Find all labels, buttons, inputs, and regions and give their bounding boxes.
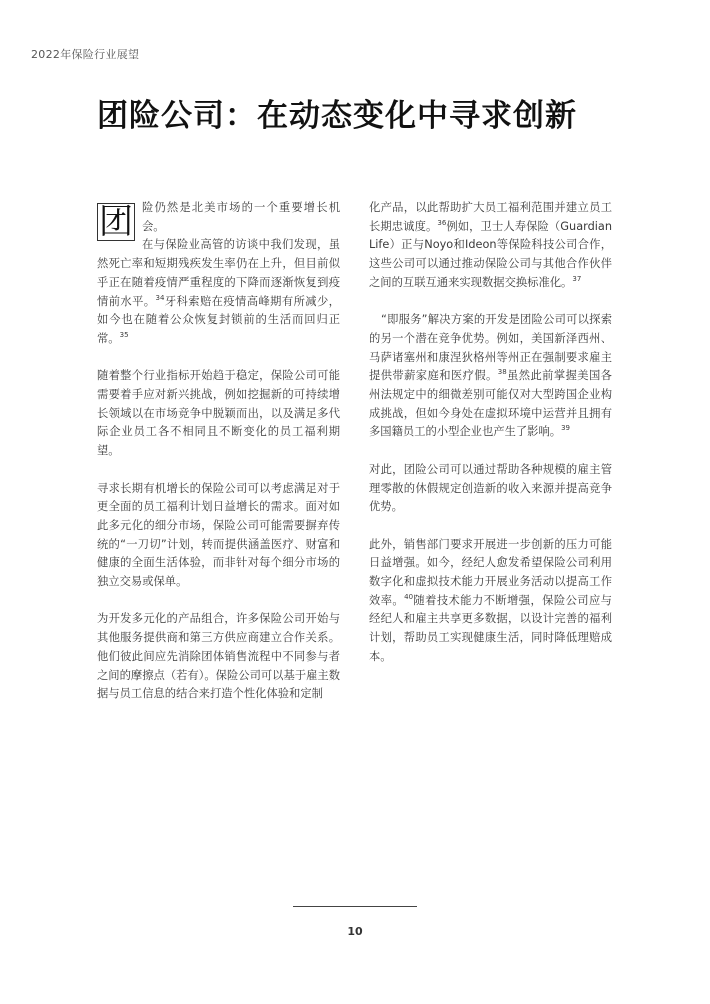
paragraph-sales-text: 此外，销售部门要求开展进一步创新的压力可能日益增强。如今，经纪人愈发希望保险公司利用数字化和虚拟技术能力开展业务活动以提高工作效率。 [369, 537, 612, 607]
footnote-ref[interactable]: 34 [155, 293, 165, 302]
footer-divider [293, 906, 417, 907]
footnote-ref[interactable]: 35 [119, 331, 129, 340]
paragraph-growth: 寻求长期有机增长的保险公司可以考虑满足对于更全面的员工福利计划日益增长的需求。面对如此多元化的细分市场，保险公司可能需要摒弃传统的“一刀切”计划，转而提供涵盖医疗、财富和健康的全面生活体验，而非针对每个细分市场的独立交易或保单。 [97, 481, 340, 589]
footnote-ref[interactable]: 37 [572, 275, 582, 284]
paragraph-customization [369, 199, 612, 293]
footnote-ref[interactable]: 38 [497, 368, 507, 377]
paragraph-partnerships: 为开发多元化的产品组合，许多保险公司开始与其他服务提供商和第三方供应商建立合作关系。他们彼此间应先消除团体销售流程中不同参与者之间的摩擦点（若有）。保险公司可以基于雇主数据与员工信息的结合来打造个性化体验和定制 [97, 612, 340, 701]
paragraph-regulation-text: 虽然此前掌握美国各州法规定中的细微差别可能仅对大型跨国企业构成挑战，但如今身处在虚拟环境中运营并且拥有多国籍员工的小型企业也产生了影响。 [369, 369, 612, 439]
paragraph-customization-text: 化产品，以此帮助扩大员工福利范围并建立员工长期忠诚度。 [369, 201, 612, 233]
paragraph-leave-management: 对此，团险公司可以通过帮助各种规模的雇主管理零散的休假规定创造新的收入来源并提高竞争优势。 [369, 462, 612, 514]
footnote-ref[interactable]: 40 [404, 592, 414, 601]
paragraph-challenges: 随着整个行业指标开始趋于稳定，保险公司可能需要着手应对新兴挑战，例如挖掘新的可持续增长领域以在市场竞争中脱颖而出，以及满足多代际企业员工各不相同且不断变化的员工福利期望。 [97, 369, 340, 458]
paragraph-interviews-text: 在与保险业高管的访谈中我们发现，虽然死亡率和短期残疾发生率仍在上升，但目前似乎正在随着疫情严重程度的下降而逐渐恢复到疫情前水平。 [97, 238, 340, 308]
footnote-ref[interactable]: 36 [437, 218, 447, 227]
paragraph-sales [369, 536, 612, 667]
drop-cap: 团 [99, 202, 133, 242]
footnote-ref[interactable]: 39 [561, 424, 570, 433]
paragraph-guardian-text: 例如，卫士人寿保险（Guardian Life）正与Noyo和Ideon等保险科技公司合作，这些公司可以通过推动保险公司与其他合作伙伴之间的互联互通来实现数据交换标准化。 [369, 219, 612, 289]
page-number: 10 [347, 925, 363, 938]
paragraph-as-a-service [369, 311, 612, 442]
left-column [97, 199, 340, 723]
paragraph-data-sharing-text: 随着技术能力不断增强，保险公司应与经纪人和雇主共享更多数据，以设计完善的福利计划，帮助员工实现健康生活，同时降低理赔成本。 [369, 593, 612, 663]
paragraph-intro-text: 险仍然是北美市场的一个重要增长机会。 [142, 201, 340, 233]
paragraph-intro [97, 199, 340, 242]
running-header: 2022年保险行业展望 [31, 48, 140, 61]
paragraph-as-a-service-text: “即服务”解决方案的开发是团险公司可以探索的另一个潜在竞争优势。例如，美国新泽西州、马萨诸塞州和康涅狄格州等州正在强制要求雇主提供带薪家庭和医疗假。 [369, 313, 612, 383]
paragraph-interviews [97, 236, 340, 348]
right-column [369, 199, 612, 685]
page-title: 团险公司：在动态变化中寻求创新 [97, 98, 577, 134]
paragraph-dental-text: 牙科索赔在疫情高峰期有所减少，如今也在随着公众恢复封锁前的生活而回归正常。 [97, 294, 340, 345]
